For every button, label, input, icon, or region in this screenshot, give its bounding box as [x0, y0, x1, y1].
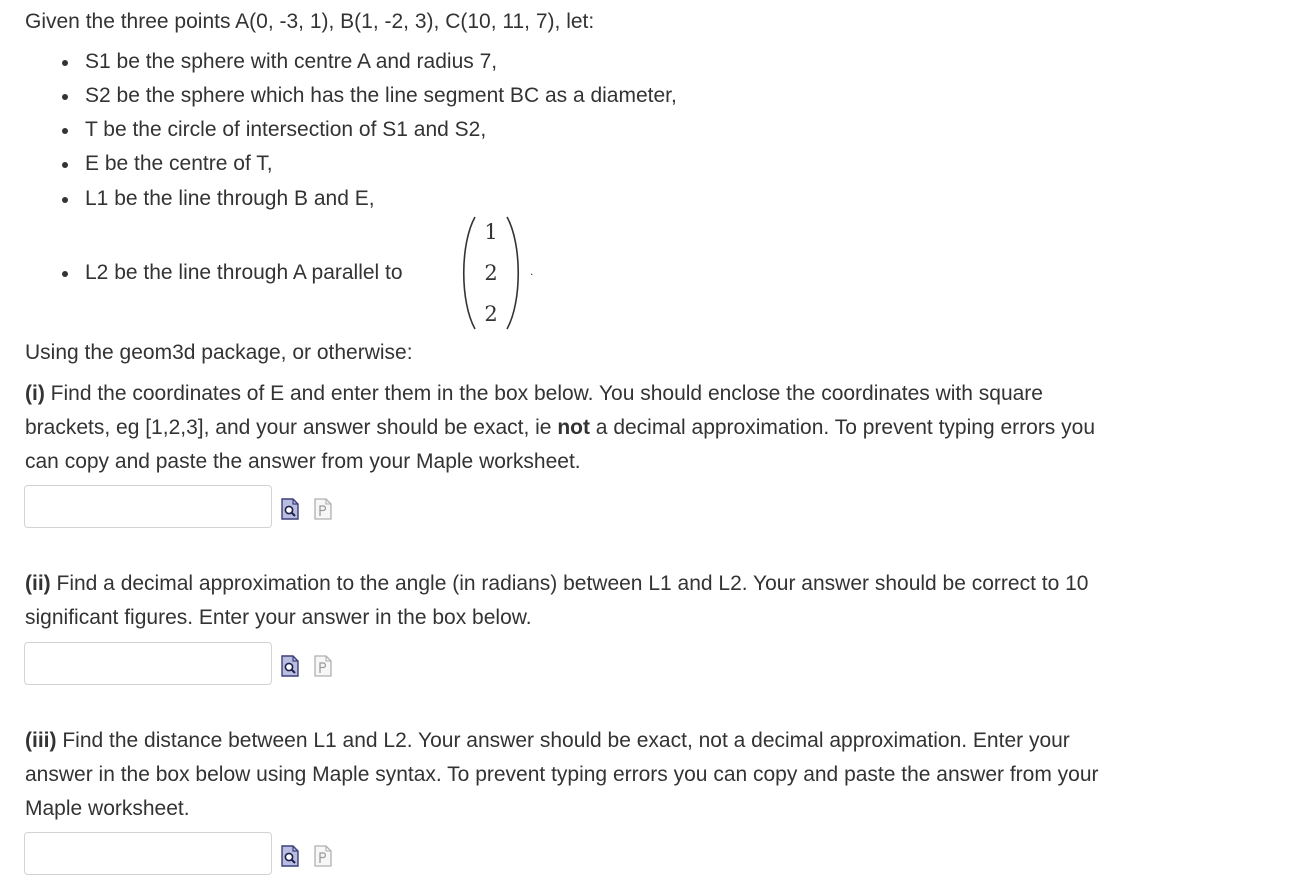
part-iii-text: [25, 724, 1265, 826]
part-iii-line: Maple worksheet.: [25, 797, 190, 820]
bullet: [62, 60, 68, 66]
part-i-line: can copy and paste the answer from your Maple worksheet.: [25, 450, 581, 473]
answer-input-iii[interactable]: [24, 832, 272, 875]
bullet: [62, 197, 68, 203]
preview-icon[interactable]: [281, 498, 299, 520]
answer-input-i[interactable]: [24, 485, 272, 528]
part-iii-line: answer in the box below using Maple syntax. To prevent typing errors you can copy and paste the answer from your: [25, 763, 1099, 786]
list-item-text: T be the circle of intersection of S1 and S2,: [85, 118, 487, 141]
question-intro: Given the three points A(0, -3, 1), B(1, -2, 3), C(10, 11, 7), let:: [25, 10, 595, 33]
list-item-text: S2 be the sphere which has the line segment BC as a diameter,: [85, 84, 677, 107]
syntax-help-icon[interactable]: [314, 498, 332, 520]
vector-component-z: 2: [484, 302, 498, 326]
part-i-line: (i) Find the coordinates of E and enter them in the box below. You should enclose the coordinates with square: [25, 382, 1043, 405]
bullet: [62, 94, 68, 100]
syntax-help-icon[interactable]: [314, 655, 332, 677]
preview-icon[interactable]: [281, 845, 299, 867]
part-i-text: [25, 377, 1265, 479]
part-iii-line: (iii) Find the distance between L1 and L2. Your answer should be exact, not a decimal approximation. Enter your: [25, 729, 1070, 752]
direction-vector: [459, 214, 523, 332]
vector-component-y: 2: [484, 261, 498, 285]
part-label: (i): [25, 382, 45, 405]
bullet: [62, 162, 68, 168]
bullet: [62, 271, 68, 277]
instructions-text: Using the geom3d package, or otherwise:: [25, 341, 413, 364]
part-ii-line: (ii) Find a decimal approximation to the angle (in radians) between L1 and L2. Your answer should be correct to 10: [25, 572, 1089, 595]
bullet: [62, 128, 68, 134]
vector-component-x: 1: [484, 220, 498, 244]
answer-input-ii[interactable]: [24, 642, 272, 685]
list-item-text: E be the centre of T,: [85, 152, 273, 175]
vector-period: .: [530, 264, 534, 278]
part-label: (iii): [25, 729, 57, 752]
list-item-text: S1 be the sphere with centre A and radius 7,: [85, 50, 498, 73]
preview-icon[interactable]: [281, 655, 299, 677]
part-label: (ii): [25, 572, 51, 595]
list-item-text: L2 be the line through A parallel to: [85, 261, 403, 284]
part-i-line: brackets, eg [1,2,3], and your answer should be exact, ie not a decimal approximation. To prevent typing errors you: [25, 416, 1096, 439]
list-item-text: L1 be the line through B and E,: [85, 187, 375, 210]
part-ii-text: [25, 567, 1265, 635]
part-ii-line: significant figures. Enter your answer in the box below.: [25, 606, 532, 629]
syntax-help-icon[interactable]: [314, 845, 332, 867]
